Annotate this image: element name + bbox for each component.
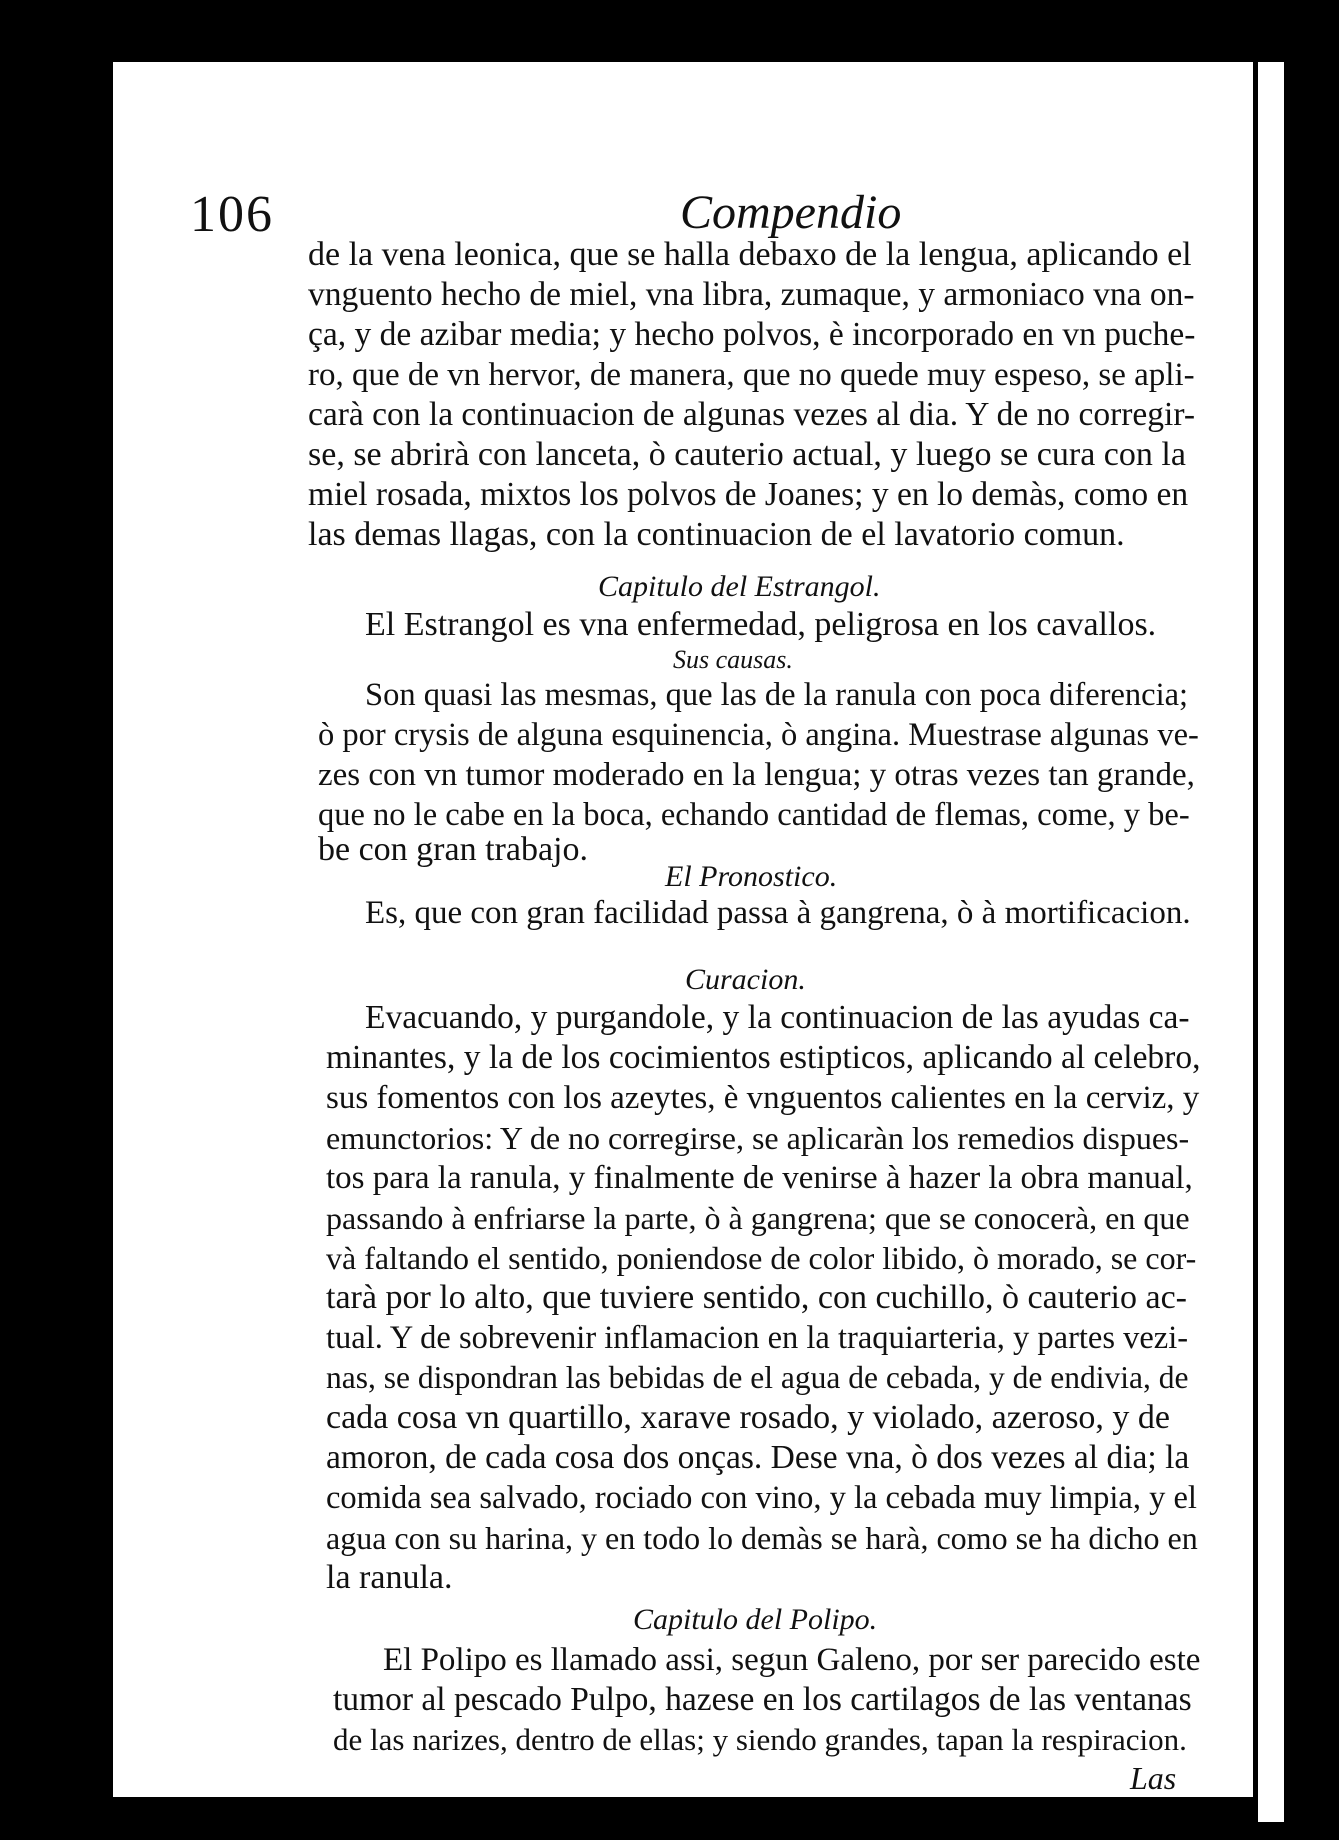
chapter-heading: Capitulo del Estrangol.	[598, 570, 881, 603]
text-line: se, se abrirà con lanceta, ò cauterio actual, y luego se cura con la	[308, 436, 1186, 473]
text-line: tumor al pescado Pulpo, hazese en los cartilagos de las ventanas	[333, 1681, 1192, 1718]
text-line: ro, que de vn hervor, de manera, que no quede muy espeso, se apli-	[308, 357, 1195, 393]
text-line: que no le cabe en la boca, echando cantidad de flemas, come, y be-	[318, 797, 1190, 833]
text-line: tual. Y de sobrevenir inflamacion en la traquiarteria, y partes vezi-	[326, 1320, 1189, 1356]
section-heading: Curacion.	[685, 963, 806, 996]
text-line: tarà por lo alto, que tuviere sentido, con cuchillo, ò cauterio ac-	[326, 1279, 1188, 1316]
running-title: Compendio	[680, 186, 902, 239]
section-heading: Sus causas.	[673, 645, 793, 674]
text-line: nas, se dispondran las bebidas de el agua de cebada, y de endivia, de	[326, 1360, 1189, 1395]
text-line: las demas llagas, con la continuacion de el lavatorio comun.	[308, 516, 1125, 553]
text-line: zes con vn tumor moderado en la lengua; y otras vezes tan grande,	[318, 757, 1195, 793]
text-line: agua con su harina, y en todo lo demàs se harà, como se ha dicho en	[326, 1520, 1198, 1556]
text-line: miel rosada, mixtos los polvos de Joanes; y en lo demàs, como en	[308, 476, 1189, 513]
text-line: emunctorios: Y de no corregirse, se aplicaràn los remedios dispues-	[326, 1120, 1190, 1156]
text-line: la ranula.	[326, 1559, 453, 1596]
catchword: Las	[1130, 1760, 1177, 1796]
text-line: de las narizes, dentro de ellas; y siendo grandes, tapan la respiracion.	[333, 1722, 1187, 1757]
text-line: carà con la continuacion de algunas vezes al dia. Y de no corregir-	[308, 396, 1195, 433]
text-line: vnguento hecho de miel, vna libra, zumaque, y armoniaco vna on-	[308, 276, 1195, 313]
text-line: amoron, de cada cosa dos onças. Dese vna, ò dos vezes al dia; la	[326, 1439, 1190, 1476]
section-heading: El Pronostico.	[665, 860, 838, 893]
page-number: 106	[190, 186, 274, 243]
text-line: be con gran trabajo.	[318, 831, 588, 868]
text-line: El Estrangol es vna enfermedad, peligrosa en los cavallos.	[365, 606, 1157, 643]
text-line: ò por crysis de alguna esquinencia, ò angina. Muestrase algunas ve-	[318, 717, 1199, 753]
text-line: Son quasi las mesmas, que las de la ranula con poca diferencia;	[365, 677, 1189, 713]
text-line: ça, y de azibar media; y hecho polvos, è incorporado en vn puche-	[308, 316, 1196, 353]
text-line: de la vena leonica, que se halla debaxo de la lengua, aplicando el	[308, 236, 1192, 273]
facing-page-edge	[1258, 62, 1284, 1822]
text-line: và faltando el sentido, poniendose de color libido, ò morado, se cor-	[326, 1240, 1197, 1276]
text-line: Es, que con gran facilidad passa à gangrena, ò à mortificacion.	[365, 895, 1191, 931]
text-line: passando à enfriarse la parte, ò à gangrena; que se conocerà, en que	[326, 1200, 1190, 1236]
chapter-heading: Capitulo del Polipo.	[633, 1603, 878, 1636]
text-line: cada cosa vn quartillo, xarave rosado, y violado, azeroso, y de	[326, 1399, 1171, 1436]
text-line: El Polipo es llamado assi, segun Galeno, por ser parecido este	[383, 1642, 1201, 1678]
text-line: sus fomentos con los azeytes, è vnguentos calientes en la cerviz, y	[326, 1080, 1200, 1116]
text-line: tos para la ranula, y finalmente de venirse à hazer la obra manual,	[326, 1160, 1193, 1196]
text-line: comida sea salvado, rociado con vino, y la cebada muy limpia, y el	[326, 1480, 1197, 1516]
text-line: Evacuando, y purgandole, y la continuacion de las ayudas ca-	[365, 999, 1190, 1036]
text-line: minantes, y la de los cocimientos estipticos, aplicando al celebro,	[326, 1039, 1201, 1076]
